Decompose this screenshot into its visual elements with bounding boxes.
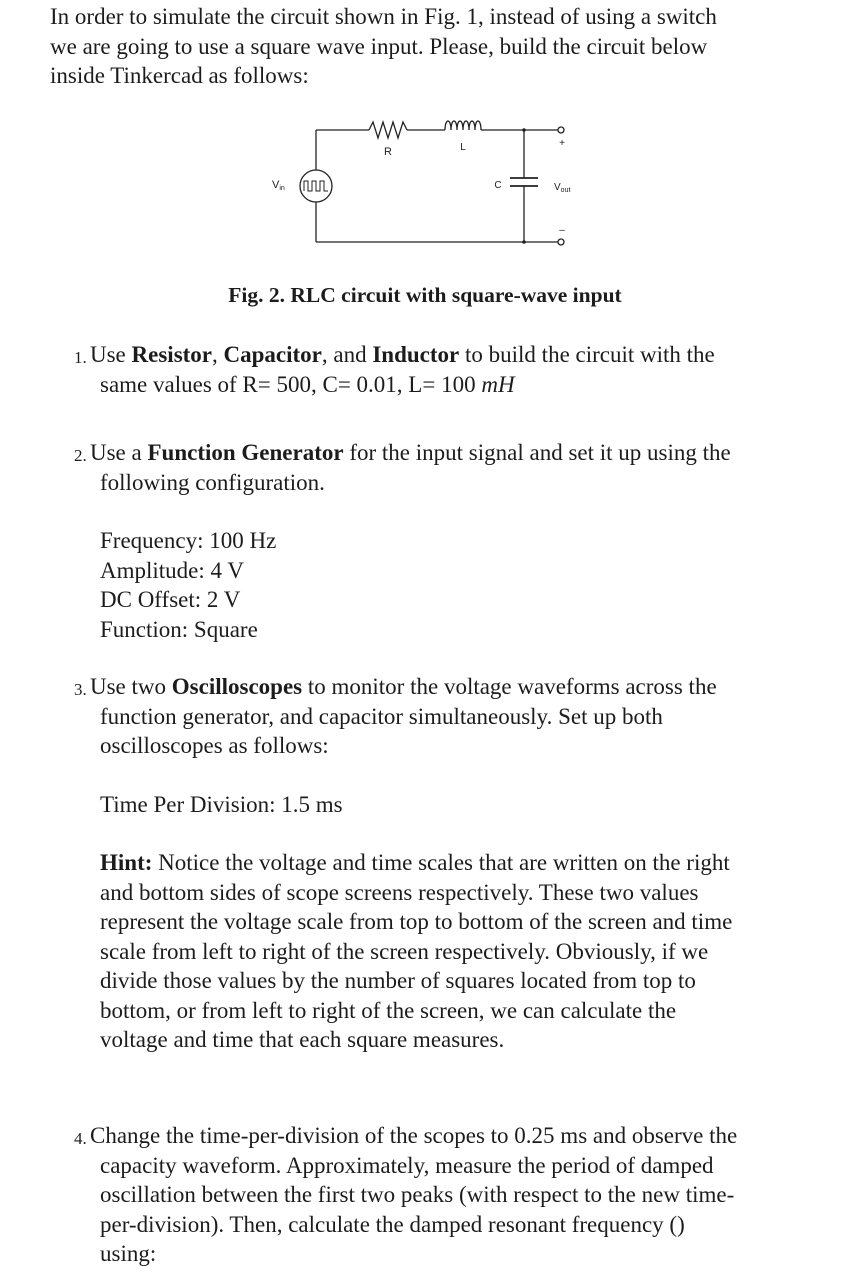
- circuit-diagram: [262, 108, 592, 260]
- figure-caption: Fig. 2. RLC circuit with square-wave input: [228, 283, 622, 307]
- rlc-circuit-figure: [262, 108, 592, 260]
- label-c: C: [494, 180, 502, 191]
- hint-line: bottom, or from left to right of the screen, we can calculate the: [100, 997, 677, 1023]
- config-line: Amplitude: 4 V: [100, 557, 244, 583]
- item-line: following configuration.: [100, 469, 325, 495]
- hint-line: Hint: Notice the voltage and time scales that are written on the right: [100, 850, 730, 875]
- item-line: function generator, and capacitor simultaneously. Set up both: [100, 703, 663, 729]
- terminal-plus: [558, 127, 564, 133]
- item-line: Use a Function Generator for the input signal and set it up using the: [90, 440, 731, 465]
- intro-line: inside Tinkercad as follows:: [50, 63, 309, 88]
- label-plus: +: [559, 138, 565, 149]
- list-item: [74, 1121, 804, 1269]
- label-vin: Vin: [272, 179, 285, 192]
- label-minus: –: [559, 225, 565, 236]
- item-line: Use Resistor, Capacitor, and Inductor to build the circuit with the: [90, 342, 715, 367]
- intro-line: In order to simulate the circuit shown in Fig. 1, instead of using a switch: [50, 4, 717, 29]
- config-line: Frequency: 100 Hz: [100, 528, 277, 553]
- list-item: [74, 340, 804, 399]
- hint-line: represent the voltage scale from top to bottom of the screen and time: [100, 909, 733, 934]
- resistor-symbol: [369, 122, 407, 138]
- list-number: 4.: [74, 1129, 87, 1148]
- item-line: oscillation between the first two peaks (with respect to the new time-: [100, 1182, 735, 1207]
- label-r: R: [384, 146, 392, 158]
- terminal-minus: [558, 239, 564, 245]
- label-l: L: [460, 142, 466, 153]
- item-line: oscilloscopes as follows:: [100, 733, 329, 758]
- time-per-division: Time Per Division: 1.5 ms: [100, 791, 343, 817]
- generator-config: [100, 526, 804, 644]
- list-item: [74, 672, 804, 1055]
- hint-line: and bottom sides of scope screens respectively. These two values: [100, 879, 699, 905]
- hint-line: divide those values by the number of squares located from top to: [100, 968, 696, 993]
- item-line: Use two Oscilloscopes to monitor the voltage waveforms across the: [90, 674, 717, 699]
- list-number: 2.: [74, 446, 87, 465]
- item-line: Change the time-per-division of the scopes to 0.25 ms and observe the: [90, 1123, 738, 1148]
- item-line: capacity waveform. Approximately, measure the period of damped: [100, 1152, 714, 1178]
- hint-label: Hint:: [100, 850, 153, 875]
- label-vout: $V_{out}$: [554, 182, 571, 194]
- hint-line: scale from left to right of the screen respectively. Obviously, if we: [100, 938, 709, 964]
- list-number: 1.: [74, 348, 87, 367]
- inductor-symbol: [445, 121, 481, 130]
- item-line: per-division). Then, calculate the damped resonant frequency (): [100, 1211, 685, 1237]
- square-wave-icon: [304, 181, 328, 191]
- intro-paragraph: [50, 2, 820, 91]
- intro-line: we are going to use a square wave input. Please, build the circuit below: [50, 33, 708, 59]
- config-line: DC Offset: 2 V: [100, 587, 241, 612]
- item-line: same values of R= 500, C= 0.01, L= 100 mH: [100, 371, 515, 397]
- hint-line: voltage and time that each square measures.: [100, 1027, 505, 1052]
- hint-paragraph: [100, 848, 804, 1055]
- item-line: using:: [100, 1241, 157, 1266]
- list-item: [74, 438, 804, 644]
- config-line: Function: Square: [100, 616, 258, 642]
- list-number: 3.: [74, 680, 87, 699]
